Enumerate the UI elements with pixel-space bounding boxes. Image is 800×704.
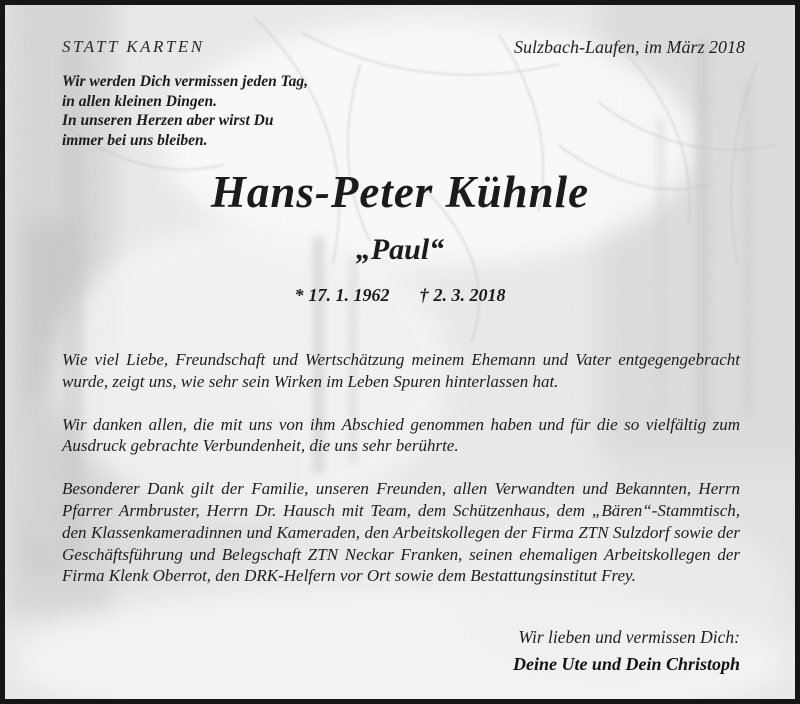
epigraph-line-2: in allen kleinen Dingen. xyxy=(62,92,218,110)
epigraph-line-3: In unseren Herzen aber wirst Du xyxy=(62,112,274,129)
epigraph-line-4: immer bei uns bleiben. xyxy=(62,131,208,149)
birth-star-symbol: * xyxy=(294,285,304,305)
death-date xyxy=(420,285,506,305)
place-date-line: Sulzbach-Laufen, im März 2018 xyxy=(514,37,745,57)
epigraph-line-1: Wir werden Dich vermissen jeden Tag, xyxy=(62,73,308,90)
death-date-value: 2. 3. 2018 xyxy=(433,285,506,305)
paragraph-special-thanks: Besonderer Dank gilt der Familie, unseren Freunden, allen Verwandten und Bekannten, Herrn Pfarrer Armbruster, Herrn Dr. Hausch mit Team, dem Schützenhaus, dem „Bären“-Stammtisch, den Klassenkameradinnen und Kameraden, den Arbeitskollegen der Firma ZTN Sulzdorf sowie der Geschäftsführung und Belegschaft ZTN Neckar Franken, seinen ehemaligen Arbeitskollegen der Firma Klenk Oberrot, den DRK-Helfern vor Ort sowie dem Bestattungsinstitut Frey. xyxy=(62,479,740,586)
deceased-name: Hans-Peter Kühnle xyxy=(210,167,590,217)
closing-line: Wir lieben und vermissen Dich: xyxy=(518,627,740,647)
paragraph-thanks: Wir danken allen, die mit uns von ihm Abschied genommen haben und für die so vielfältig zum Ausdruck gebrachte Verbundenheit, die uns sehr berührte. xyxy=(62,414,740,456)
closing-block xyxy=(513,624,740,677)
death-cross-symbol: † xyxy=(419,285,429,305)
body-text xyxy=(62,349,740,608)
life-dates xyxy=(5,285,795,306)
epigraph-verse xyxy=(62,72,308,150)
deceased-nickname: „Paul“ xyxy=(355,233,445,266)
signature-line: Deine Ute und Dein Christoph xyxy=(512,653,740,674)
birth-date-value: 17. 1. 1962 xyxy=(308,285,390,305)
birth-date xyxy=(295,285,390,305)
notice-content xyxy=(5,5,795,699)
pretext-statt-karten: STATT KARTEN xyxy=(62,37,205,56)
paragraph-tribute: Wie viel Liebe, Freundschaft und Wertschätzung meinem Ehemann und Vater entgegengebracht wurde, zeigt uns, wie sehr sein Wirken im Leben Spuren hinterlassen hat. xyxy=(62,350,740,391)
top-row xyxy=(62,37,745,58)
